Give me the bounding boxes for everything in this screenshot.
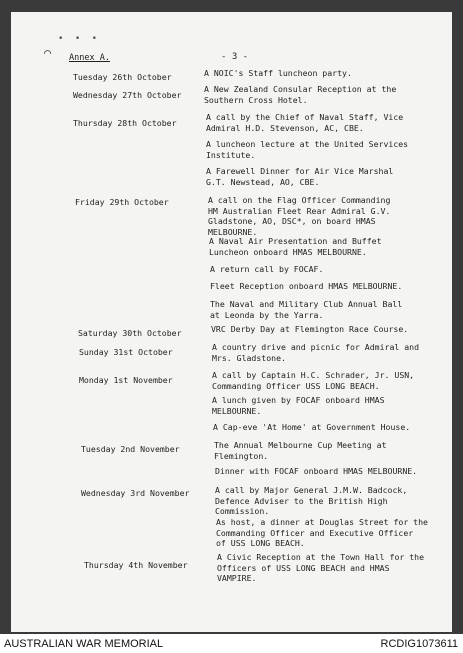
- itinerary-date: Monday 1st November: [79, 375, 173, 385]
- punch-marks: • • •: [58, 34, 101, 44]
- itinerary-event: A call on the Flag Officer Commanding HM Australian Fleet Rear Admiral G.V. Gladstone, AO, DSC*, on board HMAS MELBOURNE.: [208, 195, 391, 237]
- itinerary-event: A lunch given by FOCAF onboard HMAS MELBOURNE.: [212, 395, 385, 416]
- itinerary-event: A call by Captain H.C. Schrader, Jr. USN, Commanding Officer USS LONG BEACH.: [212, 370, 415, 391]
- itinerary-event: A return call by FOCAF.: [210, 264, 324, 274]
- corner-mark: ◠: [44, 46, 52, 60]
- itinerary-event: A Farewell Dinner for Air Vice Marshal G.T. Newstead, AO, CBE.: [206, 166, 394, 187]
- itinerary-event: A call by the Chief of Naval Staff, Vice Admiral H.D. Stevenson, AC, CBE.: [206, 112, 404, 133]
- annex-label: Annex A.: [69, 53, 110, 63]
- itinerary-event: The Naval and Military Club Annual Ball at Leonda by the Yarra.: [210, 299, 403, 320]
- itinerary-date: Tuesday 26th October: [73, 72, 172, 82]
- itinerary-event: Fleet Reception onboard HMAS MELBOURNE.: [210, 281, 403, 291]
- itinerary-event: A Civic Reception at the Town Hall for the Officers of USS LONG BEACH and HMAS VAMPIRE.: [217, 552, 425, 583]
- itinerary-event: Dinner with FOCAF onboard HMAS MELBOURNE.: [215, 466, 418, 476]
- itinerary-date: Thursday 28th October: [73, 118, 177, 128]
- itinerary-date: Saturday 30th October: [78, 328, 182, 338]
- page-number: - 3 -: [221, 52, 249, 62]
- itinerary-date: Wednesday 3rd November: [81, 488, 190, 498]
- footer-id: RCDIG1073611: [380, 638, 458, 650]
- itinerary-event: A New Zealand Consular Reception at the Southern Cross Hotel.: [204, 84, 397, 105]
- itinerary-event: A Cap-eve 'At Home' at Government House.: [213, 422, 411, 432]
- itinerary-date: Tuesday 2nd November: [81, 444, 180, 454]
- archive-footer: [0, 634, 463, 653]
- itinerary-event: A Naval Air Presentation and Buffet Luncheon onboard HMAS MELBOURNE.: [209, 236, 382, 257]
- itinerary-event: A NOIC's Staff luncheon party.: [204, 68, 352, 78]
- itinerary-event: A luncheon lecture at the United Services Institute.: [206, 139, 409, 160]
- itinerary-event: A country drive and picnic for Admiral and Mrs. Gladstone.: [212, 342, 420, 363]
- itinerary-date: Friday 29th October: [75, 197, 169, 207]
- itinerary-event: As host, a dinner at Douglas Street for the Commanding Officer and Executive Officer of USS LONG BEACH.: [216, 517, 428, 548]
- itinerary-event: A call by Major General J.M.W. Badcock, Defence Adviser to the British High Commission.: [215, 485, 408, 516]
- itinerary-event: The Annual Melbourne Cup Meeting at Flemington.: [214, 440, 387, 461]
- itinerary-date: Wednesday 27th October: [73, 90, 182, 100]
- itinerary-date: Thursday 4th November: [84, 560, 188, 570]
- itinerary-date: Sunday 31st October: [79, 347, 173, 357]
- itinerary-event: VRC Derby Day at Flemington Race Course.: [211, 324, 409, 334]
- footer-source: AUSTRALIAN WAR MEMORIAL: [4, 638, 164, 650]
